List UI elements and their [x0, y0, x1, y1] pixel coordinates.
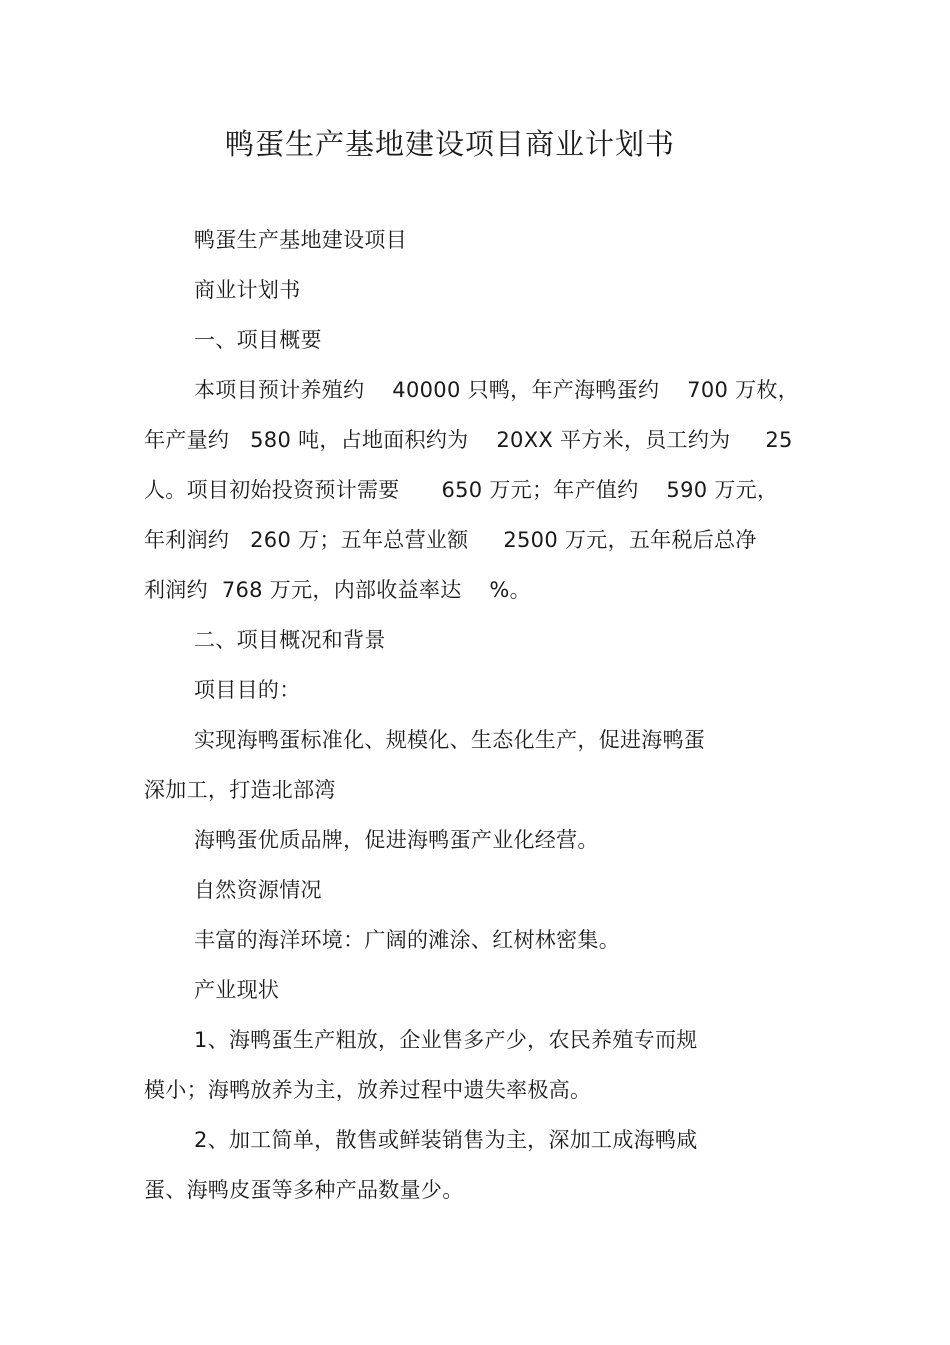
text-line-overview-1: 本项目预计养殖约 40000 只鸭，年产海鸭蛋约 700 万枚，	[194, 378, 800, 402]
text-line-status-2a: 2、加工简单，散售或鲜装销售为主，深加工成海鸭咸	[194, 1128, 698, 1152]
text-line-status-1b: 模小；海鸭放养为主，放养过程中遗失率极高。	[144, 1078, 592, 1102]
text-line-plan-label: 商业计划书	[194, 278, 301, 302]
text-line-overview-5: 利润约 768 万元，内部收益率达 %。	[144, 578, 531, 602]
text-line-overview-3: 人。项目初始投资预计需要 650 万元；年产值约 590 万元，	[144, 478, 779, 502]
text-line-purpose-1: 实现海鸭蛋标准化、规模化、生态化生产，促进海鸭蛋	[194, 728, 706, 752]
section-heading-overview: 一、项目概要	[194, 328, 322, 352]
text-line-purpose-2: 深加工，打造北部湾	[144, 778, 336, 802]
document-title: 鸭蛋生产基地建设项目商业计划书	[224, 127, 675, 161]
text-line-status-2b: 蛋、海鸭皮蛋等多种产品数量少。	[144, 1178, 464, 1202]
text-line-natural-resources: 丰富的海洋环境：广阔的滩涂、红树林密集。	[194, 928, 620, 952]
text-line-status-1a: 1、海鸭蛋生产粗放，企业售多产少，农民养殖专而规	[194, 1028, 698, 1052]
text-line-overview-2: 年产量约 580 吨，占地面积约为 20XX 平方米，员工约为 25	[144, 428, 793, 452]
section-heading-background: 二、项目概况和背景	[194, 628, 386, 652]
subheading-purpose: 项目目的：	[194, 678, 301, 702]
subheading-industry-status: 产业现状	[194, 978, 280, 1002]
subheading-natural-resources: 自然资源情况	[194, 878, 322, 902]
text-line-purpose-3: 海鸭蛋优质品牌，促进海鸭蛋产业化经营。	[194, 828, 599, 852]
text-line-overview-4: 年利润约 260 万；五年总营业额 2500 万元，五年税后总净	[144, 528, 757, 552]
text-line-project-name: 鸭蛋生产基地建设项目	[194, 228, 407, 252]
